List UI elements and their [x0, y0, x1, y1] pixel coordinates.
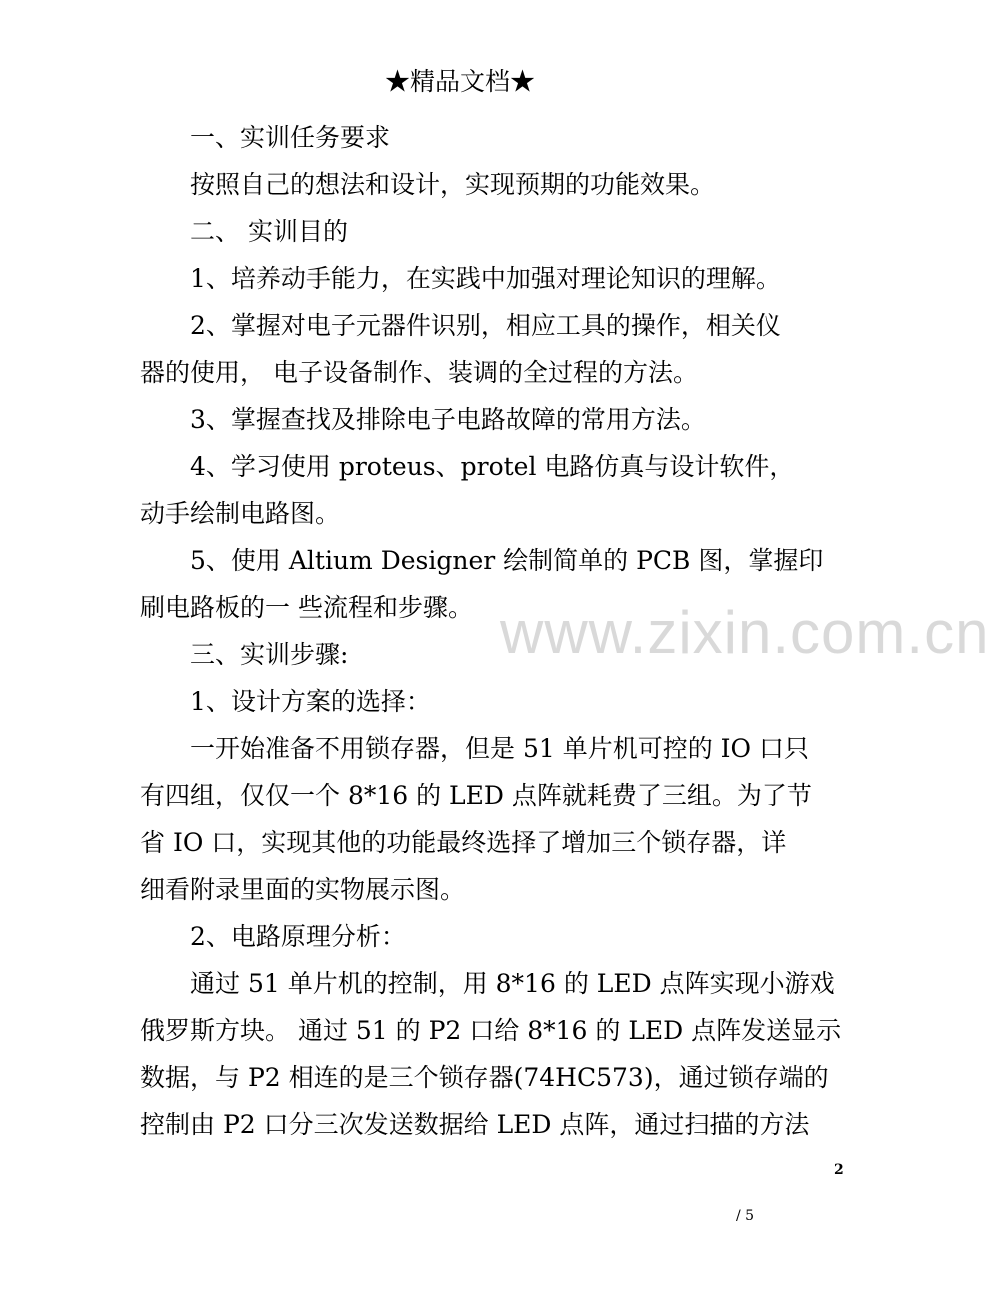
text-line: 有四组，仅仅一个 8*16 的 LED 点阵就耗费了三组。为了节 [140, 781, 812, 810]
text-line: 4、学习使用 proteus、protel 电路仿真与设计软件， [190, 452, 795, 481]
text-line: 动手绘制电路图。 [140, 499, 341, 528]
text-line: 器的使用， 电子设备制作、装调的全过程的方法。 [140, 358, 698, 387]
text-line: 3、掌握查找及排除电子电路故障的常用方法。 [190, 405, 706, 434]
text-line: 数据，与 P2 相连的是三个锁存器(74HC573)，通过锁存端的 [140, 1063, 829, 1092]
text-line: 5、使用 Altium Designer 绘制简单的 PCB 图，掌握印 [190, 546, 824, 575]
text-line: 一、实训任务要求 [190, 123, 391, 152]
page-header-title: ★精品文档★ [384, 67, 535, 96]
text-line: 三、实训步骤: [190, 640, 349, 669]
text-line: 控制由 P2 口分三次发送数据给 LED 点阵，通过扫描的方法 [140, 1110, 810, 1139]
page-total: / 5 [736, 1208, 755, 1224]
text-line: 一开始准备不用锁存器，但是 51 单片机可控的 IO 口只 [190, 734, 809, 763]
text-line: 刷电路板的一 些流程和步骤。 [140, 593, 473, 622]
text-line: 通过 51 单片机的控制，用 8*16 的 LED 点阵实现小游戏 [190, 969, 835, 998]
text-line: 2、电路原理分析： [190, 922, 406, 951]
document-body [140, 114, 842, 1148]
text-line: 1、培养动手能力，在实践中加强对理论知识的理解。 [190, 264, 781, 293]
text-line: 省 IO 口，实现其他的功能最终选择了增加三个锁存器，详 [140, 828, 787, 857]
text-line: 俄罗斯方块。 通过 51 的 P2 口给 8*16 的 LED 点阵发送显示 [140, 1016, 842, 1045]
text-line: 二、 实训目的 [190, 217, 348, 246]
text-line: 1、设计方案的选择： [190, 687, 431, 716]
page-number: 2 [834, 1162, 844, 1178]
text-line: 2、掌握对电子元器件识别，相应工具的操作，相关仪 [190, 311, 781, 340]
text-line: 细看附录里面的实物展示图。 [140, 875, 466, 904]
text-line: 按照自己的想法和设计，实现预期的功能效果。 [190, 170, 716, 199]
watermark: www.zixin.com.cn [500, 599, 989, 666]
